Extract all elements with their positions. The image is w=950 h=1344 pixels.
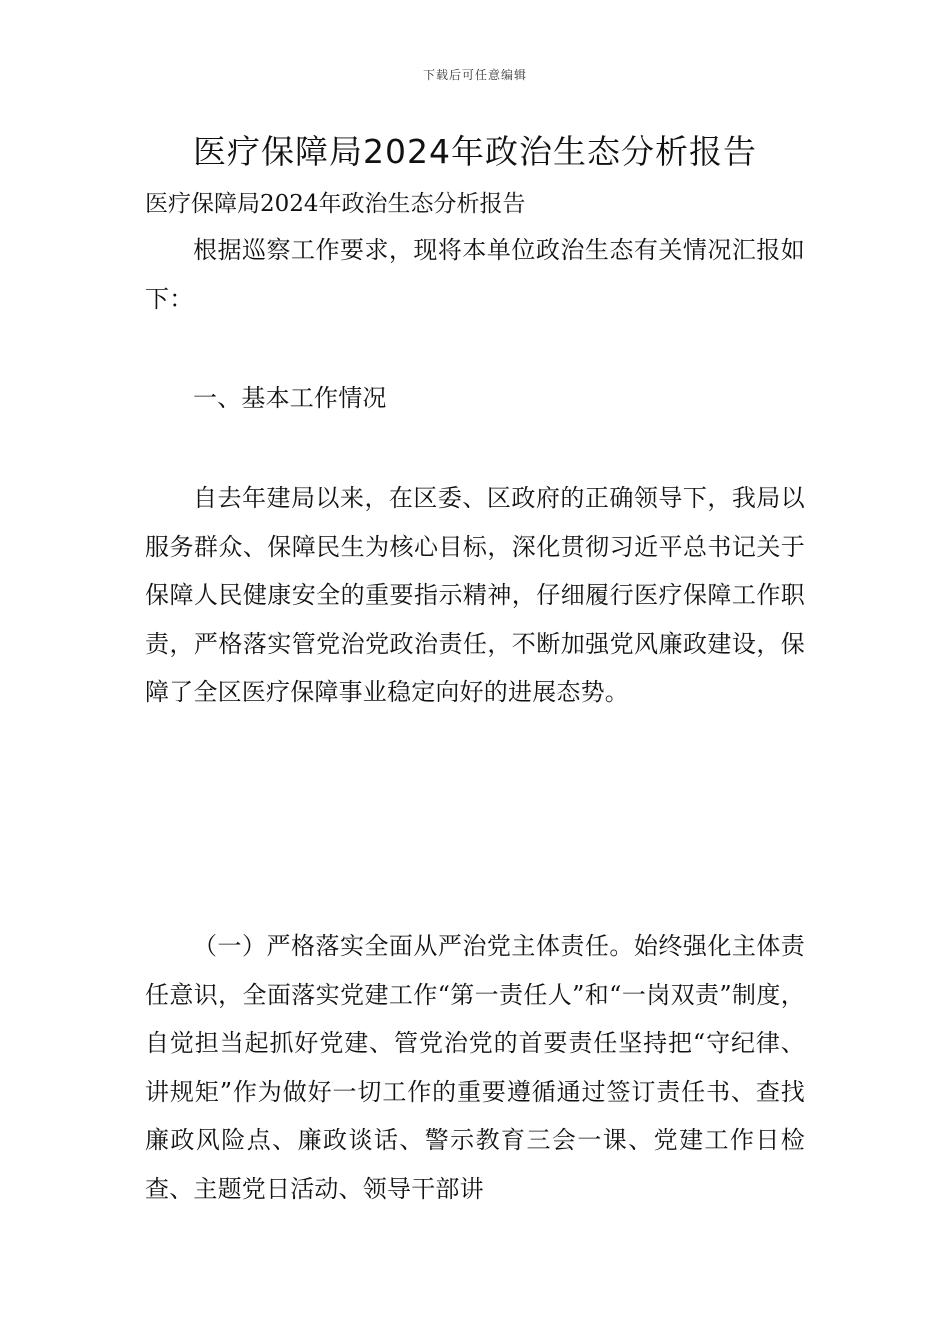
- basic-situation-paragraph: 自去年建局以来，在区委、区政府的正确领导下，我局以服务群众、保障民生为核心目标，深化贯彻习近平总书记关于保障人民健康安全的重要指示精神，仔细履行医疗保障工作职责，严格落实管党治党政治责任，不断加强党风廉政建设，保障了全区医疗保障事业稳定向好的进展态势。: [145, 484, 805, 706]
- document-title: 医疗保障局2024年政治生态分析报告: [193, 132, 757, 171]
- document-subtitle: 医疗保障局2024年政治生态分析报告: [145, 191, 526, 217]
- section-heading: 一、基本工作情况: [193, 384, 387, 412]
- intro-paragraph: 根据巡察工作要求，现将本单位政治生态有关情况汇报如下：: [145, 236, 805, 313]
- subsection-1-paragraph: （一）严格落实全面从严治党主体责任。始终强化主体责任意识，全面落实党建工作“第一责任人”和“一岗双责”制度，自觉担当起抓好党建、管党治党的首要责任坚持把“守纪律、讲规矩”作为做好一切工作的重要遵循通过签订责任书、查找廉政风险点、廉政谈话、警示教育三会一课、党建工作日检查、主题党日活动、领导干部讲: [145, 932, 805, 1203]
- header-note: 下载后可任意编辑: [422, 68, 527, 82]
